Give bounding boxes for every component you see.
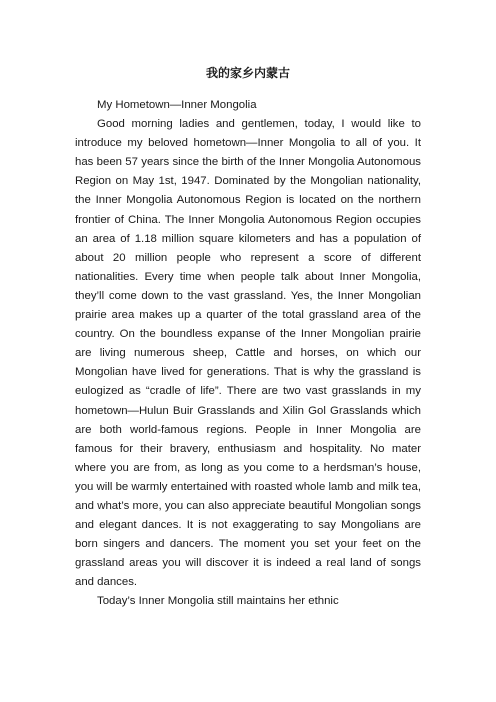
document-body [75, 96, 421, 612]
paragraph-1: Good morning ladies and gentlemen, today, I would like to introduce my beloved hometown—Inner Mongolia to all of you. It has been 57 years since the birth of the Inner Mongolia Autonomous Region on May 1st, 1947. Dominated by the Mongolian nationality, the Inner Mongolia Autonomous Region is located on the northern frontier of China. The Inner Mongolia Autonomous Region occupies an area of 1.18 million square kilometers and has a population of about 20 million people who represent a score of different nationalities. Every time when people talk about Inner Mongolia, they’ll come down to the vast grassland. Yes, the Inner Mongolian prairie area makes up a quarter of the total grassland area of the country. On the boundless expanse of the Inner Mongolian prairie are living numerous sheep, Cattle and horses, on which our Mongolian have lived for generations. That is why the grassland is eulogized as “cradle of life”. There are two vast grasslands in my hometown—Hulun Buir Grasslands and Xilin Gol Grasslands which are both world-famous regions. People in Inner Mongolia are famous for their bravery, enthusiasm and hospitality. No mater where you are from, as long as you come to a herdsman’s house, you will be warmly entertained with roasted whole lamb and milk tea, and what’s more, you can also appreciate beautiful Mongolian songs and elegant dances. It is not exaggerating to say Mongolians are born singers and dancers. The moment you set your feet on the grassland areas you will discover it is indeed a real land of songs and dances. [75, 118, 421, 589]
paragraph-2: Today’s Inner Mongolia still maintains her ethnic [97, 595, 339, 608]
document-subtitle: My Hometown—Inner Mongolia [97, 99, 257, 111]
document-title: 我的家乡内蒙古 [205, 66, 290, 80]
